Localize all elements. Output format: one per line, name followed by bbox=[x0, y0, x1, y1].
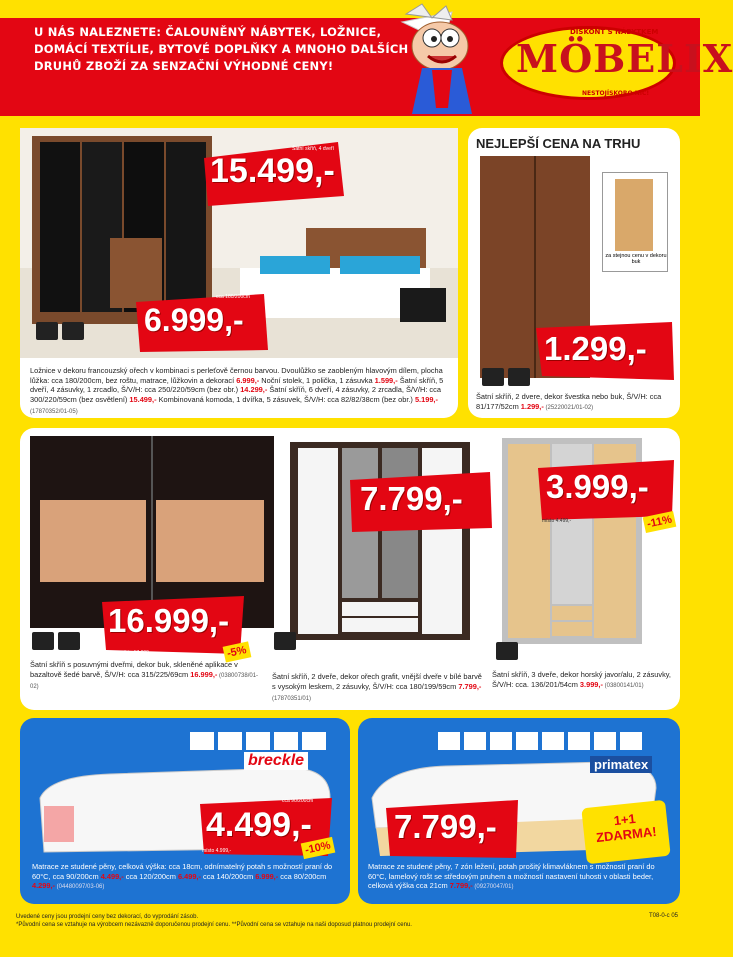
price-label: cca 180/200cm bbox=[216, 294, 250, 300]
old-price: místo 4.999,- bbox=[202, 848, 232, 854]
cart-icon bbox=[508, 368, 530, 386]
maple-description: Šatní skříň, 3 dveře, dekor horský javor/alu, 2 zásuvky, Š/V/H: cca. 136/201/54cm 3.999,- (03800141/01) bbox=[492, 670, 671, 689]
sliding-description: Šatní skříň s posuvnými dveřmi, dekor buk, skleněné aplikace v bazaltově šedé barvě, Š/V/H: cca 315/225/69cm 16.999,- (03800738/01-02) bbox=[30, 660, 259, 691]
logo bbox=[392, 0, 733, 125]
price-sliding: 16.999,- bbox=[108, 602, 230, 639]
mattress-left-description: Matrace ze studené pěny, celková výška: cca 18cm, odnímatelný potah s možností praní do 60°C, cca 90/200cm 4.499,- cca 120/200cm 6.499,- cca 140/200cm 6.999,- cca 80/200cm 4.299,- (04480097/03-06) bbox=[32, 862, 333, 891]
mattress-left-panel bbox=[20, 718, 350, 904]
brand-primatex: primatex bbox=[590, 756, 652, 773]
header-text bbox=[34, 24, 408, 75]
quality-icon bbox=[32, 632, 54, 650]
promo-badge: 1+1 ZDARMA! bbox=[581, 800, 670, 864]
bedroom-description: Ložnice v dekoru francouzský ořech v kombinaci s perleťově černou barvou. Dvoulůžko se zaobleným hlavovým dílem, plocha lůžka: cca 180/200cm, bez roštu, matrace, lůžkovin a dekorací 6.999,- Noční stolek, 1 polička, 1 zásuvka 1.599,- Šatní skříň, 5 dveří, 4 zásuvky, 1 zrcadlo, Š/V/H: cca 250/220/59cm (bez obr.) 14.299,- Šatní skříň, 6 dveří, 4 zásuvky, 2 zrcadla, Š/V/H: cca 300/220/59cm (bez osvětlení) 15.499,- Kombinovaná komoda, 1 dvířka, 5 zásuvek, Š/V/H: cca 82/82/38cm (bez obr.) 5.199,- (17870352/01-05) bbox=[30, 366, 444, 416]
quality-icon bbox=[36, 322, 58, 340]
quality-icon bbox=[274, 632, 296, 650]
price-walnut: 7.799,- bbox=[360, 480, 463, 517]
logo-text: MÖBELIX bbox=[516, 36, 733, 81]
bedroom-panel bbox=[20, 128, 458, 418]
price-mattress-right: 7.799,- bbox=[394, 808, 497, 845]
header-line: DRUHŮ ZBOŽÍ ZA SENZAČNÍ VÝHODNÉ CENY! bbox=[34, 59, 334, 73]
logo-top-text: DISKONT S NÁBYTKEM bbox=[570, 28, 659, 36]
logo-bottom-text: NESTOJÍSKORO NIC! bbox=[582, 90, 650, 97]
price-maple: 3.999,- bbox=[546, 468, 649, 505]
price-best: 1.299,- bbox=[544, 330, 647, 367]
header-line: U NÁS NALEZNETE: ČALOUNĚNÝ NÁBYTEK, LOŽNICE, bbox=[34, 25, 382, 39]
price-mattress-left: 4.499,- bbox=[206, 806, 312, 844]
old-price: místo 17.999,- bbox=[120, 650, 152, 656]
discount-badge: -11% bbox=[643, 511, 677, 533]
walnut-description: Šatní skříň, 2 dveře, dekor ořech grafit, vnější dveře v bílé barvě s vysokým leskem, 2 zásuvky, Š/V/H: cca 180/199/59cm 7.799,- (17870351/01) bbox=[272, 672, 482, 703]
best-price-panel bbox=[468, 128, 680, 418]
header-line: DOMÁCÍ TEXTÍLIE, BYTOVÉ DOPLŇKY A MNOHO DALŠÍCH bbox=[34, 42, 409, 56]
discount-badge: -5% bbox=[223, 642, 251, 663]
old-price: místo 4.499,- bbox=[542, 518, 572, 524]
best-price-title: NEJLEPŠÍ CENA NA TRHU bbox=[476, 136, 641, 151]
mascot-icon bbox=[392, 4, 502, 122]
inset-box: za stejnou cenu v dekoru buk bbox=[602, 172, 668, 272]
price-bed: 6.999,- bbox=[144, 302, 244, 338]
price-label: cca 90/200cm bbox=[282, 798, 314, 804]
footer-notes: Uvedené ceny jsou prodejní ceny bez dekorací, do vyprodání zásob. *Původní cena se vztahuje na výrobcem nezávazně doporučenou prodejní cenu. **Původní cena se vztahuje na naši doposud platnou prodejní cenu. bbox=[16, 914, 412, 928]
footer-code: T08-0-c 05 bbox=[648, 913, 678, 919]
mattress-right-description: Matrace ze studené pěny, 7 zón ležení, potah prošitý klimavláknem s možností praní do 60°C, lamelový rošt se středovým pruhem a možností nastavení tuhosti v oblasti beder, celková výška cca 21cm 7.799,- (09270047/01) bbox=[368, 862, 655, 891]
discount-badge: -10% bbox=[301, 837, 335, 859]
price-wardrobe: 15.499,- bbox=[210, 152, 335, 190]
wardrobes-panel bbox=[20, 428, 680, 710]
price-label: Šatní skříň, 4 dveří bbox=[292, 146, 334, 152]
cart-icon bbox=[496, 642, 518, 660]
best-price-description: Šatní skříň, 2 dvere, dekor švestka nebo buk, Š/V/H: cca 81/177/52cm 1.299,- (25220021/01-02) bbox=[476, 392, 662, 411]
brand-breckle: breckle bbox=[244, 752, 308, 770]
mattress-right-panel bbox=[358, 718, 680, 904]
quality-icon bbox=[62, 322, 84, 340]
quality-icon bbox=[482, 368, 504, 386]
quality-icon bbox=[58, 632, 80, 650]
